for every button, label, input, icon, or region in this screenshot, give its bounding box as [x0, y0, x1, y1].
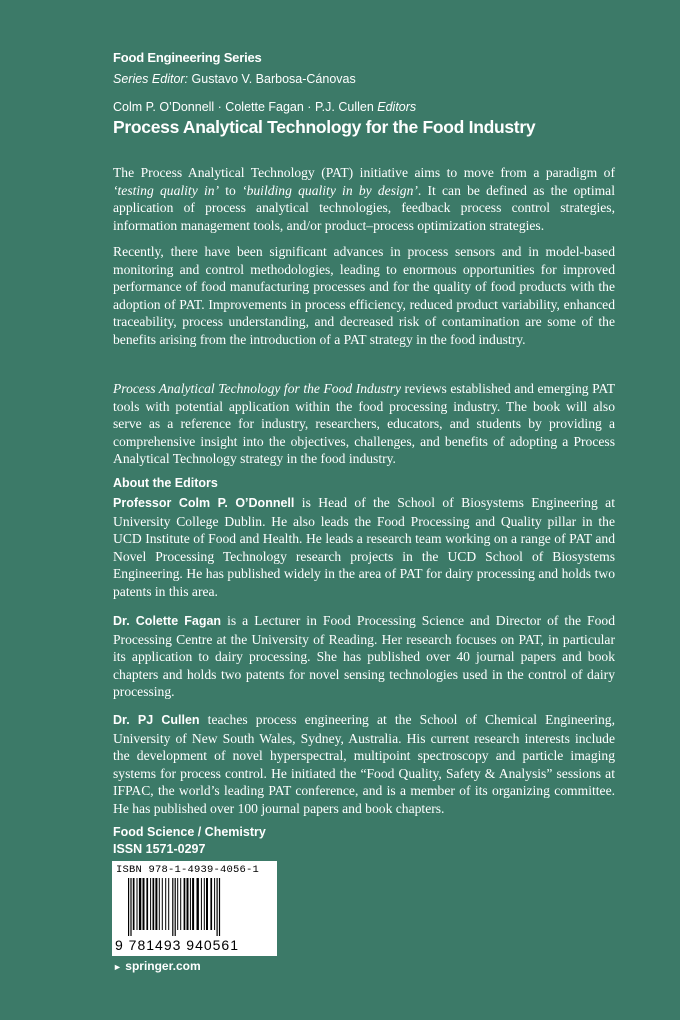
- publisher-site: springer.com: [125, 959, 201, 973]
- barcode-bar: [143, 878, 145, 930]
- barcode-bar: [217, 878, 218, 936]
- editor-bio-fagan: [113, 612, 615, 701]
- blurb-p1-em1: ‘testing quality in’: [113, 182, 220, 198]
- editor-bio-text: is a Lecturer in Food Processing Science and Director of the Food Processing Centre at the University of Reading. Her research focuses on PAT, in particular its application to dairy processing. She has published over 40 journal papers and book chapters and holds two patents for novel sensing technologies used in the control of dairy processing.: [113, 613, 616, 700]
- editor-name: Professor Colm P. O’Donnell: [113, 496, 295, 510]
- series-editor-label: Series Editor:: [113, 72, 189, 86]
- blurb-p1-b: to: [219, 182, 243, 198]
- blurb-paragraph-3: [113, 380, 615, 468]
- barcode-bar: [219, 878, 220, 936]
- barcode-bar: [175, 878, 176, 936]
- editor-bio-odonnell: [113, 494, 615, 601]
- barcode-bar: [165, 878, 166, 930]
- editor-bio-cullen: [113, 711, 615, 818]
- blurb-paragraph-2: Recently, there have been significant advances in process sensors and in model-based monitoring and control methodologies, leading to enormous opportunities for improved performance of food manufacturing processes and for the quality of food products with the adoption of PAT. Improvements in process efficiency, reduced product variability, enhanced traceability, process understanding, and decreased risk of contamination are some of the benefits arising from the introduction of a PAT strategy in the food industry.: [113, 244, 615, 347]
- arrow-icon: ►: [113, 962, 122, 972]
- about-editors-heading: About the Editors: [113, 476, 218, 490]
- blurb-p1-em2: ‘building quality in by design’: [242, 182, 418, 198]
- editor-bio-text: is Head of the School of Biosystems Engineering at University College Dublin. He also leads the Food Processing and Quality pillar in the UCD Institute of Food and Health. He leads a research team working on a range of PAT and Novel Processing Technology research projects in the UCD School of Biosystems Engineering. He has published widely in the area of PAT for dairy processing and holds two patents in this area.: [113, 495, 615, 599]
- barcode-bar: [137, 878, 138, 930]
- barcode-bar: [177, 878, 178, 930]
- book-title: Process Analytical Technology for the Food Industry: [113, 117, 536, 137]
- barcode-bar: [192, 878, 194, 930]
- barcode-bar: [206, 878, 208, 930]
- barcode-bar: [159, 878, 160, 930]
- barcode-bar: [201, 878, 202, 930]
- barcode-bar: [162, 878, 163, 930]
- series-editor-name: Gustavo V. Barbosa-Cánovas: [191, 72, 356, 86]
- editor-bio-text: teaches process engineering at the School of Chemical Engineering, University of New South Wales, Sydney, Australia. His current research interests include the development of novel hyperspectral, multipoint spectroscopy and particle imaging systems for process control. He initiated the “Food Quality, Safety & Analysis” sessions at IFPAC, the world’s leading PAT conference, and is a member of its organizing committee. He has published over 100 journal papers and book chapters.: [113, 712, 616, 816]
- isbn-barcode: [112, 861, 277, 956]
- barcode-bar: [153, 878, 155, 930]
- editor-name: Dr. Colette Fagan: [113, 614, 222, 628]
- barcode-bar: [150, 878, 151, 930]
- barcode-bar: [184, 878, 186, 930]
- barcode-bar: [204, 878, 205, 930]
- series-editor: [113, 72, 356, 86]
- barcode-bar: [155, 878, 157, 930]
- barcode-bar: [190, 878, 191, 930]
- issn: ISSN 1571-0297: [113, 842, 206, 856]
- isbn-label: ISBN 978-1-4939-4056-1: [116, 864, 260, 876]
- editor-name: Dr. PJ Cullen: [113, 713, 200, 727]
- blurb-p1-c: . It can be defined as the optimal application of process analytical technologies, feedback process control strategies, information management tools, and/or product–process optimization strategies.: [113, 182, 615, 233]
- blurb-paragraph-1: [113, 164, 615, 234]
- blurb-p3-em: Process Analytical Technology for the Food Industry: [113, 381, 402, 396]
- series-name: Food Engineering Series: [113, 50, 262, 65]
- barcode-bar: [128, 878, 129, 936]
- barcode-bar: [133, 878, 135, 930]
- editors-label: Editors: [377, 100, 417, 114]
- blurb-p1-a: The Process Analytical Technology (PAT) initiative aims to move from a paradigm of: [113, 165, 615, 180]
- barcode-bar: [146, 878, 148, 930]
- barcode-bar: [180, 878, 181, 930]
- publisher-link[interactable]: [113, 959, 201, 973]
- subject-category: Food Science / Chemistry: [113, 825, 266, 839]
- book-editors: [113, 100, 416, 114]
- barcode-bar: [168, 878, 169, 930]
- barcode-bar: [197, 878, 199, 930]
- barcode-bar: [187, 878, 189, 930]
- blurb-p3-rest: reviews established and emerging PAT tools with potential application within the food processing industry. The book will also serve as a reference for industry, researchers, educators, and students by providing a comprehensive insight into the objectives, challenges, and benefits of adopting a Process Analytical Technology strategy in the food industry.: [113, 381, 616, 467]
- classification: [113, 824, 266, 858]
- barcode-bars: [124, 878, 269, 936]
- barcode-bar: [139, 878, 141, 930]
- editors-names: Colm P. O’Donnell · Colette Fagan · P.J. Cullen: [113, 100, 374, 114]
- barcode-bar: [172, 878, 173, 936]
- barcode-bar: [130, 878, 131, 936]
- barcode-digits: 9 781493 940561: [115, 937, 239, 953]
- barcode-bar: [214, 878, 215, 930]
- barcode-bar: [210, 878, 212, 930]
